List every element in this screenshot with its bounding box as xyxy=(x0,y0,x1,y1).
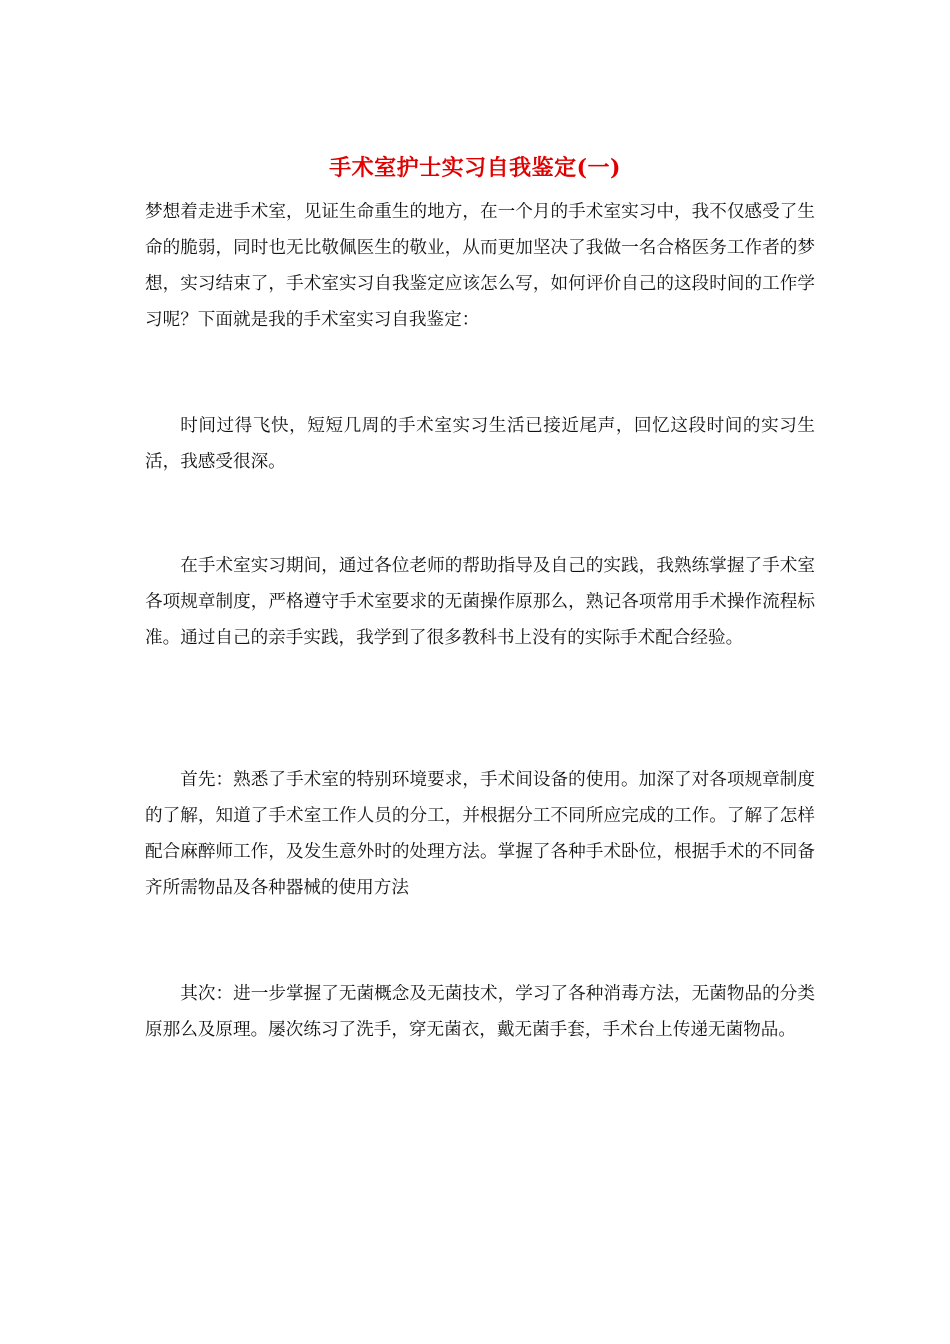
document-title: 手术室护士实习自我鉴定(一) xyxy=(329,155,621,181)
body-paragraph-2: 在手术室实习期间，通过各位老师的帮助指导及自己的实践，我熟练掌握了手术室各项规章制度，严格遵守手术室要求的无菌操作原那么，熟记各项常用手术操作流程标准。通过自己的亲手实践，我学到了很多教科书上没有的实际手术配合经验。 xyxy=(145,556,815,648)
intro-paragraph: 梦想着走进手术室，见证生命重生的地方，在一个月的手术室实习中，我不仅感受了生命的脆弱，同时也无比敬佩医生的敬业，从而更加坚决了我做一名合格医务工作者的梦想，实习结束了，手术室实习自我鉴定应该怎么写，如何评价自己的这段时间的工作学习呢？下面就是我的手术室实习自我鉴定： xyxy=(145,202,815,330)
body-paragraph-4: 其次：进一步掌握了无菌概念及无菌技术，学习了各种消毒方法，无菌物品的分类原那么及原理。屡次练习了洗手，穿无菌衣，戴无菌手套，手术台上传递无菌物品。 xyxy=(145,984,815,1040)
body-paragraph-3: 首先：熟悉了手术室的特别环境要求，手术间设备的使用。加深了对各项规章制度的了解，知道了手术室工作人员的分工，并根据分工不同所应完成的工作。了解了怎样配合麻醉师工作，及发生意外时的处理方法。掌握了各种手术卧位，根据手术的不同备齐所需物品及各种器械的使用方法 xyxy=(145,770,815,898)
body-paragraph-1: 时间过得飞快，短短几周的手术室实习生活已接近尾声，回忆这段时间的实习生活，我感受很深。 xyxy=(145,416,815,472)
